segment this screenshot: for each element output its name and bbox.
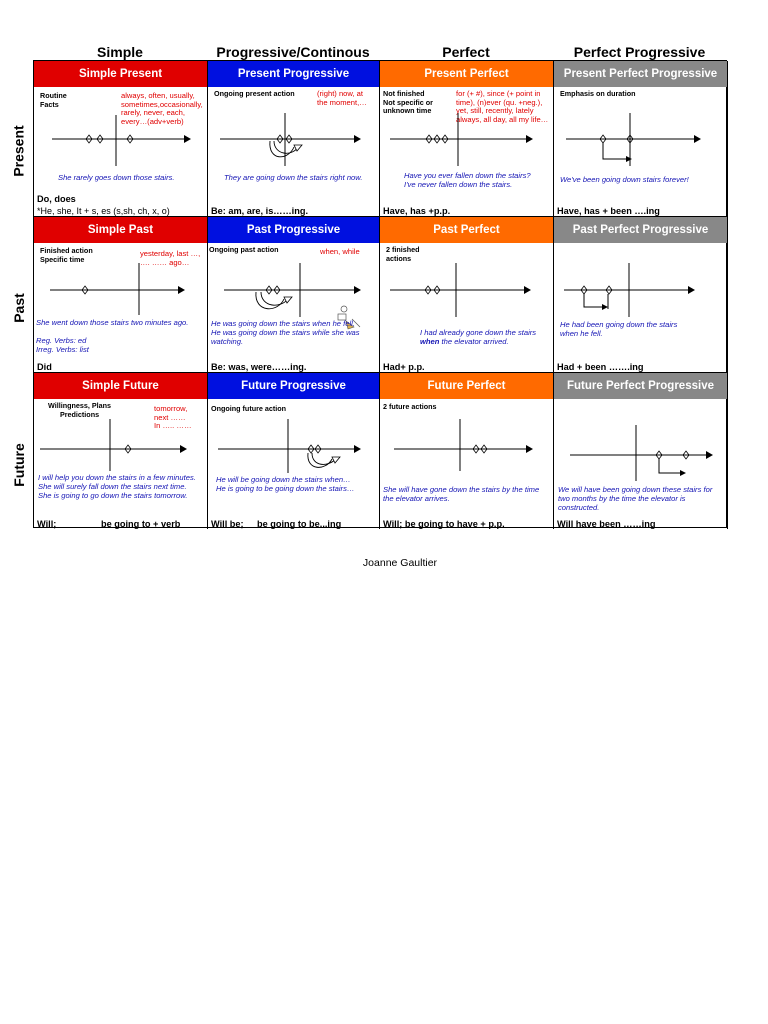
formula: Do, does	[37, 194, 76, 204]
column-heading-perfect: Perfect	[442, 44, 490, 60]
cell-future-perfect	[380, 373, 554, 529]
time-markers: tomorrow, next …… In ….. ……	[154, 404, 192, 431]
example-text-b: the elevator arrived.	[439, 336, 509, 346]
cell-past-perfect	[380, 217, 554, 373]
formula: Will have been ……ing	[557, 519, 656, 529]
author-credit: Joanne Gaultier	[362, 557, 438, 569]
verb-forms: Reg. Verbs: ed Irreg. Verbs: list	[36, 336, 89, 354]
formula: Had + been …….ing	[557, 362, 644, 372]
example-sentence: He had been going down the stairs when he fell.	[560, 320, 678, 338]
example-sentence	[420, 329, 550, 347]
cell-past-simple	[34, 217, 208, 373]
row-label-past	[8, 243, 30, 373]
cell-header: Future Perfect Progressive	[554, 373, 727, 399]
column-heading-progressive: Progressive/Continous	[216, 44, 370, 60]
usage-label: Willingness, Plans Predictions	[48, 401, 112, 419]
example-sentence: He was going down the stairs when he fell. He was going down the stairs while she was watching.	[211, 319, 360, 346]
example-when: when	[420, 336, 440, 346]
time-markers: when, while	[320, 247, 360, 256]
usage-label: Finished action Specific time	[40, 246, 93, 264]
timeline-diagram	[208, 61, 380, 217]
usage-label: Ongoing future action	[211, 404, 287, 413]
cell-present-perfect-progressive	[554, 61, 728, 217]
usage-label: Routine Facts	[40, 91, 67, 109]
time-markers: (right) now, at the moment,…	[317, 89, 367, 107]
cell-present-progressive	[208, 61, 380, 217]
example-sentence: They are going down the stairs right now.	[224, 173, 363, 182]
column-heading-simple: Simple	[97, 44, 143, 60]
tense-grid	[33, 60, 727, 528]
example-sentence: We've been going down stairs forever!	[560, 175, 689, 184]
cell-header: Present Perfect	[380, 61, 553, 87]
cell-header: Present Progressive	[208, 61, 379, 87]
row-label-future	[8, 400, 30, 530]
example-sentence: We will have been going down these stairs for two months by the time the elevator is constructed.	[558, 485, 713, 512]
formula: Had+ p.p.	[383, 362, 425, 372]
row-label-present	[8, 86, 30, 216]
usage-label: 2 future actions	[383, 402, 437, 411]
cell-present-simple	[34, 61, 208, 217]
timeline-diagram	[554, 217, 728, 373]
column-heading-perfect-progressive: Perfect Progressive	[573, 44, 706, 60]
cell-present-perfect	[380, 61, 554, 217]
example-sentence: She rarely goes down those stairs.	[58, 173, 175, 182]
timeline-diagram	[380, 373, 554, 529]
formula: Be: was, were……ing.	[211, 362, 307, 372]
formula-will: Will;	[37, 519, 57, 529]
timeline-diagram	[554, 61, 728, 217]
formula: Be: am, are, is……ing.	[211, 206, 309, 216]
cell-header: Past Perfect Progressive	[554, 217, 727, 243]
row-label-past-text: Past	[11, 293, 28, 323]
cell-future-perfect-progressive	[554, 373, 728, 529]
formula: Have, has +p.p.	[383, 206, 451, 216]
formula: Have, has + been ….ing	[557, 206, 660, 216]
cell-past-progressive	[208, 217, 380, 373]
formula-going-to: be going to + verb	[101, 519, 181, 529]
cell-header: Future Progressive	[208, 373, 379, 399]
timeline-diagram	[34, 373, 208, 529]
cell-header: Simple Past	[34, 217, 207, 243]
usage-label: Emphasis on duration	[560, 89, 636, 98]
cell-header: Simple Present	[34, 61, 207, 87]
time-markers: yesterday, last …, …. …… ago…	[140, 249, 201, 267]
formula-going-to-be: be going to be...ing	[257, 519, 342, 529]
usage-label: Not finished Not specific or unknown time	[383, 89, 433, 115]
time-markers: for (+ #), since (+ point in time), (n)ever (qu. +neg.), yet, still, recently, lately always, all day, all my life…	[456, 89, 549, 124]
example-sentence: She will have gone down the stairs by the time the elevator arrives.	[383, 485, 540, 503]
timeline-diagram	[208, 217, 380, 373]
cell-past-perfect-progressive	[554, 217, 728, 373]
cell-header: Simple Future	[34, 373, 207, 399]
example-text-a: I had already gone down the stairs	[420, 328, 537, 337]
cell-header: Past Perfect	[380, 217, 553, 243]
usage-label: 2 finished actions	[386, 245, 420, 263]
timeline-diagram	[208, 373, 380, 529]
conjugation-note: *He, she, It + s, es (s,sh, ch, x, o)	[37, 206, 170, 216]
example-sentence: Have you ever fallen down the stairs? I've never fallen down the stairs.	[404, 171, 531, 189]
example-sentence: He will be going down the stairs when… He is going to be going down the stairs…	[216, 475, 355, 493]
usage-label: Ongoing past action	[209, 245, 279, 254]
cell-future-progressive	[208, 373, 380, 529]
formula: Did	[37, 362, 52, 372]
example-sentence: I will help you down the stairs in a few minutes. She will surely fall down the stairs next time. She is going to go down the stairs tomorrow.	[38, 473, 196, 500]
example-sentence: She went down those stairs two minutes ago.	[36, 318, 189, 327]
row-label-future-text: Future	[11, 443, 27, 487]
row-label-present-text: Present	[11, 125, 28, 177]
formula-will-be: Will be;	[211, 519, 244, 529]
cell-header: Present Perfect Progressive	[554, 61, 727, 87]
timeline-diagram	[380, 61, 554, 217]
cell-header: Past Progressive	[208, 217, 379, 243]
usage-label: Ongoing present action	[214, 89, 295, 98]
cell-header: Future Perfect	[380, 373, 553, 399]
cell-future-simple	[34, 373, 208, 529]
formula: Will; be going to have + p.p.	[383, 519, 505, 529]
time-markers: always, often, usually, sometimes,occasionally, rarely, never, each, every…(adv+verb)	[121, 91, 203, 126]
timeline-diagram	[380, 217, 554, 373]
